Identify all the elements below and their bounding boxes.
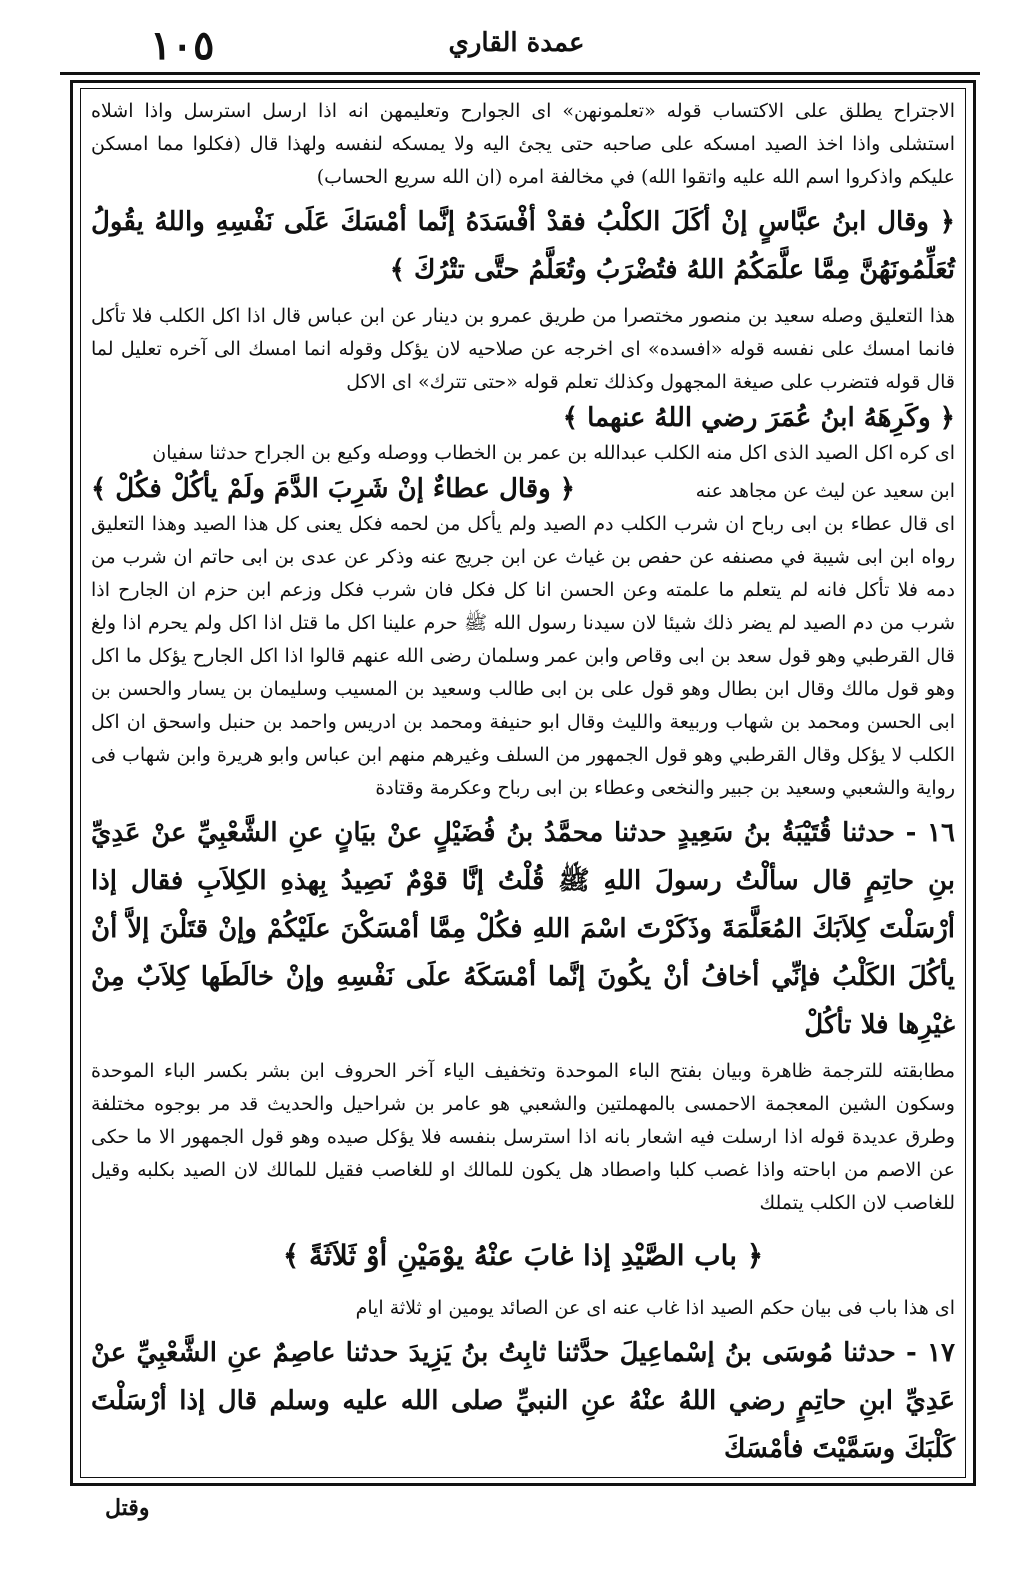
chapter-title: ﴿ باب الصَّيْدِ إذا غابَ عنْهُ يوْمَيْنِ أوْ ثَلاَثَةً ﴾ — [282, 1239, 764, 1272]
commentary-paragraph: هذا التعليق وصله سعيد بن منصور مختصرا من طريق عمرو بن دينار عن ابن عباس قال اذا اكل الكلب فلا تأكل فانما امسك على نفسه قوله «افسده» اى اخرجه عن صلاحيه لان يؤكل وقوله انما امسك الى آخره تعليل لما قال قوله فتضرب على صيغة المجهول وكذلك تعلم قوله «حتى تترك» اى الاكل — [91, 305, 955, 393]
commentary-paragraph: مطابقته للترجمة ظاهرة وبيان بفتح الباء الموحدة وتخفيف الياء آخر الحروف ابن بشر بكسر الباء الموحدة وسكون الشين المعجمة الاحمسى بالمهملتين والشعبي هو عامر بن شراحيل والحديث قد مر بوجوه مختلفة وطرق عديدة قوله اذا ارسلت فيه اشعار بانه اذا استرسل بنفسه فلا يؤكل صيده وهو قول الجمهور الا ما حكى عن الاصم من اباحته واذا غصب كلبا واصطاد هل يكون للمالك او للغاصب فقيل للمالك لان الصيد بكلبه وقيل للغاصب لان الكلب يتملك — [91, 1060, 956, 1214]
hadith-ibn-abbas: ﴿ وقال ابنُ عبَّاسٍ إنْ أكَلَ الكلْبُ فقدْ أفْسَدَهُ إنَّما أمْسَكَ عَلَى نَفْسِهِ واللهُ يقُولُ تُعَلِّمُونَهُنَّ مِمَّا علَّمَكُمُ اللهُ فتُضْرَبُ وتُعَلَّمُ حتَّى تتْرُكَ ﴾ — [91, 207, 955, 285]
running-title: عمدة القاري — [448, 28, 585, 58]
hadith-ata: ﴿ وقال عطاءٌ إنْ شَرِبَ الدَّمَ ولَمْ يأكُلْ فكُلْ ﴾ — [91, 474, 576, 504]
text-frame — [80, 88, 966, 1478]
hadith-17: ١٧ - حدثنا مُوسَى بنُ إسْماعِيلَ حدَّثنا ثابِتُ بنُ يَزِيدَ حدثنا عاصِمٌ عنِ الشَّعْبِيِّ عنْ عَدِيِّ ابنِ حاتِمٍ رضي اللهُ عنْهُ عنِ النبيِّ صلى الله عليه وسلم قال إذا أرْسَلْتَ كَلْبَكَ وسَمَّيْتَ فأمْسَكَ — [91, 1338, 955, 1464]
commentary-paragraph: الاجتراح يطلق على الاكتساب قوله «تعلمونهن» اى الجوارح وتعليمهن انه اذا ارسل استرسل واذا اشلاه استشلى واذا اخذ الصيد امسكه على صاحبه حتى يجئ اليه ولا يمسكه لنفسه ولهذا قال (فكلوا مما امسكن عليكم واذكروا اسم الله عليه واتقوا الله) في مخالفة امره (ان الله سريع الحساب) — [91, 100, 955, 188]
hadith-ibn-umar: ﴿ وكَرِهَهُ ابنُ عُمَرَ رضي اللهُ عنهما ﴾ — [562, 403, 955, 433]
commentary-paragraph: اى كره اكل الصيد الذى اكل منه الكلب عبدالله بن عمر بن الخطاب ووصله وكيع بن الجراح حدثنا سفيان — [152, 442, 955, 464]
catchword: وقتل — [105, 1495, 150, 1521]
commentary-paragraph: اى هذا باب فى بيان حكم الصيد اذا غاب عنه اى عن الصائد يومين او ثلاثة ايام — [355, 1297, 955, 1319]
commentary-fragment: ابن سعيد عن ليث عن مجاهد عنه — [695, 480, 955, 502]
header-row — [91, 474, 955, 504]
header-row — [91, 403, 955, 433]
hadith-16: ١٦ - حدثنا قُتَيْبَةُ بنُ سَعِيدٍ حدثنا محمَّدُ بنُ فُضَيْلٍ عنْ بيَانٍ عنِ الشَّعْبِيِّ عنْ عَدِيِّ بنِ حاتِمٍ قال سألْتُ رسولَ اللهِ ﷺ قُلْتُ إنَّا قوْمٌ نَصِيدُ بِهذهِ الكِلاَبِ فقال إذا أرْسَلْتَ كِلاَبَكَ المُعَلَّمَةَ وذَكَرْتَ اسْمَ اللهِ فكُلْ مِمَّا أمْسَكْنَ علَيْكُمْ وإنْ قتَلْنَ إلاَّ أنْ يأكُلَ الكَلْبُ فإنِّي أخافُ أنْ يكُونَ إنَّما أمْسَكَهُ علَى نَفْسِهِ وإنْ خالَطَها كِلاَبٌ مِنْ غيْرِها فلا تأكُلْ — [91, 818, 955, 1040]
top-rule — [60, 72, 980, 75]
page-number: ١٠٥ — [150, 22, 215, 69]
commentary-paragraph: اى قال عطاء بن ابى رباح ان شرب الكلب دم الصيد ولم يأكل من لحمه فكل يعنى كل هذا الصيد وهذا التعليق رواه ابن ابى شيبة في مصنفه عن حفص بن غياث عن ابن جريج عنه وذكر عن عدى بن ابى حاتم ان شرب من دمه فلا تأكل فانه لم يتعلم ما علمته وعن الحسن انا كل فكل فان شرب فكل وزعم ابن حزم ان الجارح اذا شرب من دم الصيد لم يضر ذلك شيئا لان سيدنا رسول الله ﷺ حرم علينا اكل ما قتل اذا اكل ولم يحرم اذا ولغ قال القرطبي وهو قول سعد بن ابى وقاص وابن عمر وسلمان رضى الله عنهم قالوا اذا اكل الجارح يؤكل ما اكل وهو قول مالك وقال ابن بطال وهو قول على بن ابى طالب وسعيد بن المسيب وسليمان بن يسار والحسن بن ابى الحسن ومحمد بن شهاب وربيعة والليث وقال ابو حنيفة ومحمد بن ادريس واحمد بن حنبل واسحق ان اكل الكلب لا يؤكل وقال القرطبي وهو قول الجمهور من السلف وغيرهم منهم ابن عباس وابو هريرة وابن شهاب فى رواية والشعبي وسعيد بن جبير والنخعى وعطاء بن ابى رباح وعكرمة وقتادة — [91, 513, 955, 799]
